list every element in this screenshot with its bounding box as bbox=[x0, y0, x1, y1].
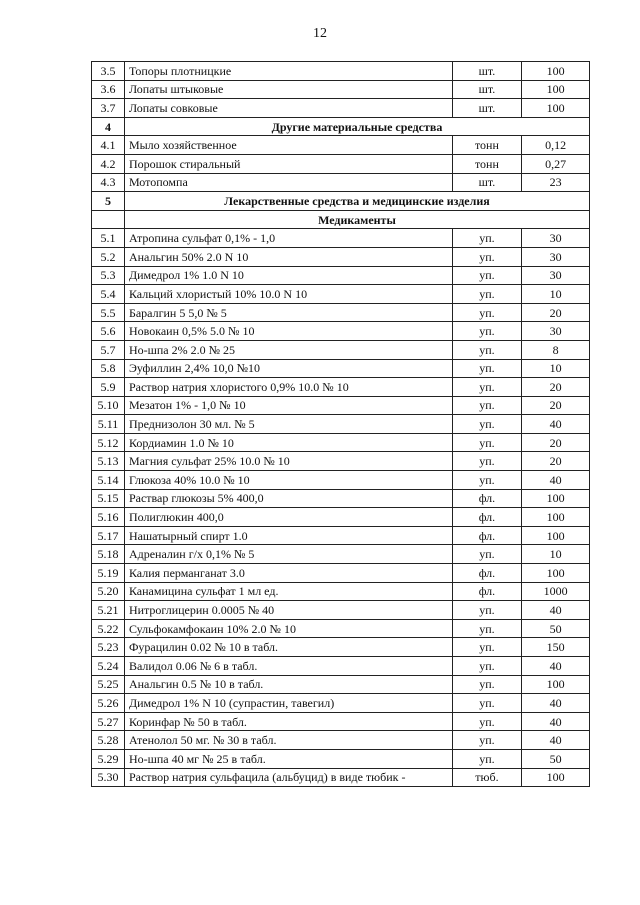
item-quantity: 100 bbox=[522, 62, 590, 81]
table-row bbox=[92, 768, 590, 787]
item-name: Фурацилин 0.02 № 10 в табл. bbox=[124, 638, 452, 657]
item-quantity: 100 bbox=[522, 80, 590, 99]
item-name: Валидол 0.06 № 6 в табл. bbox=[124, 657, 452, 676]
row-number: 5.3 bbox=[92, 266, 125, 285]
table-row bbox=[92, 322, 590, 341]
table-row bbox=[92, 303, 590, 322]
table-row bbox=[92, 526, 590, 545]
item-unit: уп. bbox=[452, 266, 522, 285]
item-unit: тонн bbox=[452, 154, 522, 173]
item-quantity: 100 bbox=[522, 508, 590, 527]
item-name: Раствор натрия хлористого 0,9% 10.0 № 10 bbox=[124, 378, 452, 397]
table-row bbox=[92, 136, 590, 155]
row-number: 4.1 bbox=[92, 136, 125, 155]
table-row bbox=[92, 229, 590, 248]
item-unit: шт. bbox=[452, 99, 522, 118]
item-name: Магния сульфат 25% 10.0 № 10 bbox=[124, 452, 452, 471]
item-unit: уп. bbox=[452, 731, 522, 750]
row-number: 5.11 bbox=[92, 415, 125, 434]
table-row bbox=[92, 489, 590, 508]
item-quantity: 20 bbox=[522, 378, 590, 397]
item-name: Мезатон 1% - 1,0 № 10 bbox=[124, 396, 452, 415]
item-unit: уп. bbox=[452, 415, 522, 434]
row-number: 5.18 bbox=[92, 545, 125, 564]
table-row bbox=[92, 582, 590, 601]
row-number: 5.16 bbox=[92, 508, 125, 527]
table-row bbox=[92, 247, 590, 266]
item-quantity: 1000 bbox=[522, 582, 590, 601]
item-unit: уп. bbox=[452, 694, 522, 713]
table-row bbox=[92, 378, 590, 397]
item-name: Кордиамин 1.0 № 10 bbox=[124, 433, 452, 452]
item-unit: уп. bbox=[452, 303, 522, 322]
subsection-row bbox=[92, 210, 590, 229]
table-row bbox=[92, 657, 590, 676]
item-name: Эуфиллин 2,4% 10,0 №10 bbox=[124, 359, 452, 378]
item-quantity: 0,12 bbox=[522, 136, 590, 155]
item-name: Нашатырный спирт 1.0 bbox=[124, 526, 452, 545]
table-row bbox=[92, 712, 590, 731]
item-quantity: 10 bbox=[522, 359, 590, 378]
row-number: 5.30 bbox=[92, 768, 125, 787]
row-number: 3.5 bbox=[92, 62, 125, 81]
row-number: 5.21 bbox=[92, 601, 125, 620]
item-quantity: 100 bbox=[522, 489, 590, 508]
item-quantity: 50 bbox=[522, 749, 590, 768]
table-row bbox=[92, 675, 590, 694]
item-unit: тюб. bbox=[452, 768, 522, 787]
row-number: 5.12 bbox=[92, 433, 125, 452]
item-quantity: 30 bbox=[522, 322, 590, 341]
item-name: Топоры плотницкие bbox=[124, 62, 452, 81]
item-quantity: 20 bbox=[522, 433, 590, 452]
item-quantity: 10 bbox=[522, 545, 590, 564]
item-quantity: 30 bbox=[522, 266, 590, 285]
item-name: Димедрол 1% 1.0 N 10 bbox=[124, 266, 452, 285]
item-quantity: 150 bbox=[522, 638, 590, 657]
row-number: 4.3 bbox=[92, 173, 125, 192]
table-row bbox=[92, 471, 590, 490]
item-unit: уп. bbox=[452, 638, 522, 657]
item-unit: шт. bbox=[452, 80, 522, 99]
row-number: 3.6 bbox=[92, 80, 125, 99]
row-number: 5.15 bbox=[92, 489, 125, 508]
item-name: Лопаты штыковые bbox=[124, 80, 452, 99]
table-row bbox=[92, 749, 590, 768]
row-number: 5.28 bbox=[92, 731, 125, 750]
row-number: 5.9 bbox=[92, 378, 125, 397]
item-quantity: 0,27 bbox=[522, 154, 590, 173]
item-unit: фл. bbox=[452, 508, 522, 527]
item-unit: уп. bbox=[452, 675, 522, 694]
item-name: Канамицина сульфат 1 мл ед. bbox=[124, 582, 452, 601]
item-quantity: 50 bbox=[522, 619, 590, 638]
row-number: 5.23 bbox=[92, 638, 125, 657]
item-unit: шт. bbox=[452, 173, 522, 192]
table-row bbox=[92, 154, 590, 173]
row-number: 5.1 bbox=[92, 229, 125, 248]
item-name: Новокаин 0,5% 5.0 № 10 bbox=[124, 322, 452, 341]
item-quantity: 10 bbox=[522, 285, 590, 304]
item-name: Нитроглицерин 0.0005 № 40 bbox=[124, 601, 452, 620]
item-name: Мыло хозяйственное bbox=[124, 136, 452, 155]
table-row bbox=[92, 452, 590, 471]
row-number: 5.7 bbox=[92, 340, 125, 359]
table-row bbox=[92, 80, 590, 99]
item-quantity: 40 bbox=[522, 415, 590, 434]
item-quantity: 100 bbox=[522, 675, 590, 694]
item-name: Но-шпа 40 мг № 25 в табл. bbox=[124, 749, 452, 768]
item-name: Баралгин 5 5,0 № 5 bbox=[124, 303, 452, 322]
row-number: 4.2 bbox=[92, 154, 125, 173]
item-unit: уп. bbox=[452, 619, 522, 638]
row-number: 5.8 bbox=[92, 359, 125, 378]
item-name: Анальгин 50% 2.0 N 10 bbox=[124, 247, 452, 266]
row-number: 5.24 bbox=[92, 657, 125, 676]
item-unit: уп. bbox=[452, 359, 522, 378]
item-name: Но-шпа 2% 2.0 № 25 bbox=[124, 340, 452, 359]
item-name: Кальций хлористый 10% 10.0 N 10 bbox=[124, 285, 452, 304]
item-unit: уп. bbox=[452, 322, 522, 341]
item-unit: уп. bbox=[452, 452, 522, 471]
item-quantity: 100 bbox=[522, 768, 590, 787]
item-unit: уп. bbox=[452, 396, 522, 415]
item-name: Раствар глюкозы 5% 400,0 bbox=[124, 489, 452, 508]
item-quantity: 40 bbox=[522, 471, 590, 490]
table-row bbox=[92, 433, 590, 452]
item-quantity: 40 bbox=[522, 712, 590, 731]
row-number: 5.10 bbox=[92, 396, 125, 415]
item-quantity: 100 bbox=[522, 526, 590, 545]
item-name: Раствор натрия сульфацила (альбуцид) в виде тюбик - bbox=[124, 768, 452, 787]
item-quantity: 40 bbox=[522, 731, 590, 750]
supply-table bbox=[91, 61, 590, 787]
item-name: Полиглюкин 400,0 bbox=[124, 508, 452, 527]
row-number: 5.5 bbox=[92, 303, 125, 322]
item-name: Калия перманганат 3.0 bbox=[124, 564, 452, 583]
table-row bbox=[92, 99, 590, 118]
row-number: 5.17 bbox=[92, 526, 125, 545]
item-unit: уп. bbox=[452, 749, 522, 768]
section-row bbox=[92, 192, 590, 211]
row-number: 5.2 bbox=[92, 247, 125, 266]
section-number: 5 bbox=[92, 192, 125, 211]
table-row bbox=[92, 62, 590, 81]
row-number: 5.13 bbox=[92, 452, 125, 471]
item-quantity: 30 bbox=[522, 247, 590, 266]
item-unit: уп. bbox=[452, 229, 522, 248]
row-number: 5.29 bbox=[92, 749, 125, 768]
item-unit: шт. bbox=[452, 62, 522, 81]
table-row bbox=[92, 731, 590, 750]
item-quantity: 23 bbox=[522, 173, 590, 192]
table-row bbox=[92, 285, 590, 304]
item-name: Анальгин 0.5 № 10 в табл. bbox=[124, 675, 452, 694]
table-row bbox=[92, 619, 590, 638]
item-quantity: 20 bbox=[522, 396, 590, 415]
section-number bbox=[92, 210, 125, 229]
item-unit: фл. bbox=[452, 526, 522, 545]
item-name: Мотопомпа bbox=[124, 173, 452, 192]
table-row bbox=[92, 694, 590, 713]
item-name: Порошок стиральный bbox=[124, 154, 452, 173]
item-quantity: 100 bbox=[522, 564, 590, 583]
item-name: Коринфар № 50 в табл. bbox=[124, 712, 452, 731]
item-unit: уп. bbox=[452, 285, 522, 304]
section-row bbox=[92, 117, 590, 136]
item-quantity: 40 bbox=[522, 601, 590, 620]
page-number: 12 bbox=[313, 26, 327, 41]
item-name: Лопаты совковые bbox=[124, 99, 452, 118]
row-number: 5.20 bbox=[92, 582, 125, 601]
item-unit: уп. bbox=[452, 433, 522, 452]
item-unit: уп. bbox=[452, 657, 522, 676]
item-name: Глюкоза 40% 10.0 № 10 bbox=[124, 471, 452, 490]
section-title: Лекарственные средства и медицинские изделия bbox=[124, 192, 589, 211]
supply-table-body bbox=[92, 62, 590, 787]
table-row bbox=[92, 564, 590, 583]
item-quantity: 100 bbox=[522, 99, 590, 118]
table-row bbox=[92, 638, 590, 657]
row-number: 5.22 bbox=[92, 619, 125, 638]
item-name: Атропина сульфат 0,1% - 1,0 bbox=[124, 229, 452, 248]
row-number: 5.25 bbox=[92, 675, 125, 694]
item-quantity: 40 bbox=[522, 657, 590, 676]
table-row bbox=[92, 601, 590, 620]
section-number: 4 bbox=[92, 117, 125, 136]
item-unit: уп. bbox=[452, 712, 522, 731]
row-number: 5.4 bbox=[92, 285, 125, 304]
table-row bbox=[92, 340, 590, 359]
item-unit: уп. bbox=[452, 545, 522, 564]
row-number: 5.6 bbox=[92, 322, 125, 341]
section-title: Медикаменты bbox=[124, 210, 589, 229]
section-title: Другие материальные средства bbox=[124, 117, 589, 136]
row-number: 5.19 bbox=[92, 564, 125, 583]
table-row bbox=[92, 173, 590, 192]
row-number: 5.14 bbox=[92, 471, 125, 490]
item-unit: уп. bbox=[452, 471, 522, 490]
item-quantity: 40 bbox=[522, 694, 590, 713]
item-quantity: 30 bbox=[522, 229, 590, 248]
item-unit: уп. bbox=[452, 601, 522, 620]
item-unit: фл. bbox=[452, 582, 522, 601]
row-number: 3.7 bbox=[92, 99, 125, 118]
item-name: Димедрол 1% N 10 (супрастин, тавегил) bbox=[124, 694, 452, 713]
table-row bbox=[92, 508, 590, 527]
item-quantity: 20 bbox=[522, 303, 590, 322]
item-name: Атенолол 50 мг. № 30 в табл. bbox=[124, 731, 452, 750]
item-unit: тонн bbox=[452, 136, 522, 155]
table-row bbox=[92, 266, 590, 285]
item-unit: уп. bbox=[452, 247, 522, 266]
item-unit: уп. bbox=[452, 378, 522, 397]
table-row bbox=[92, 415, 590, 434]
item-name: Сульфокамфокаин 10% 2.0 № 10 bbox=[124, 619, 452, 638]
item-quantity: 20 bbox=[522, 452, 590, 471]
item-name: Преднизолон 30 мл. № 5 bbox=[124, 415, 452, 434]
table-row bbox=[92, 359, 590, 378]
table-row bbox=[92, 545, 590, 564]
item-quantity: 8 bbox=[522, 340, 590, 359]
item-name: Адреналин г/х 0,1% № 5 bbox=[124, 545, 452, 564]
item-unit: уп. bbox=[452, 340, 522, 359]
row-number: 5.27 bbox=[92, 712, 125, 731]
table-row bbox=[92, 396, 590, 415]
row-number: 5.26 bbox=[92, 694, 125, 713]
item-unit: фл. bbox=[452, 564, 522, 583]
item-unit: фл. bbox=[452, 489, 522, 508]
